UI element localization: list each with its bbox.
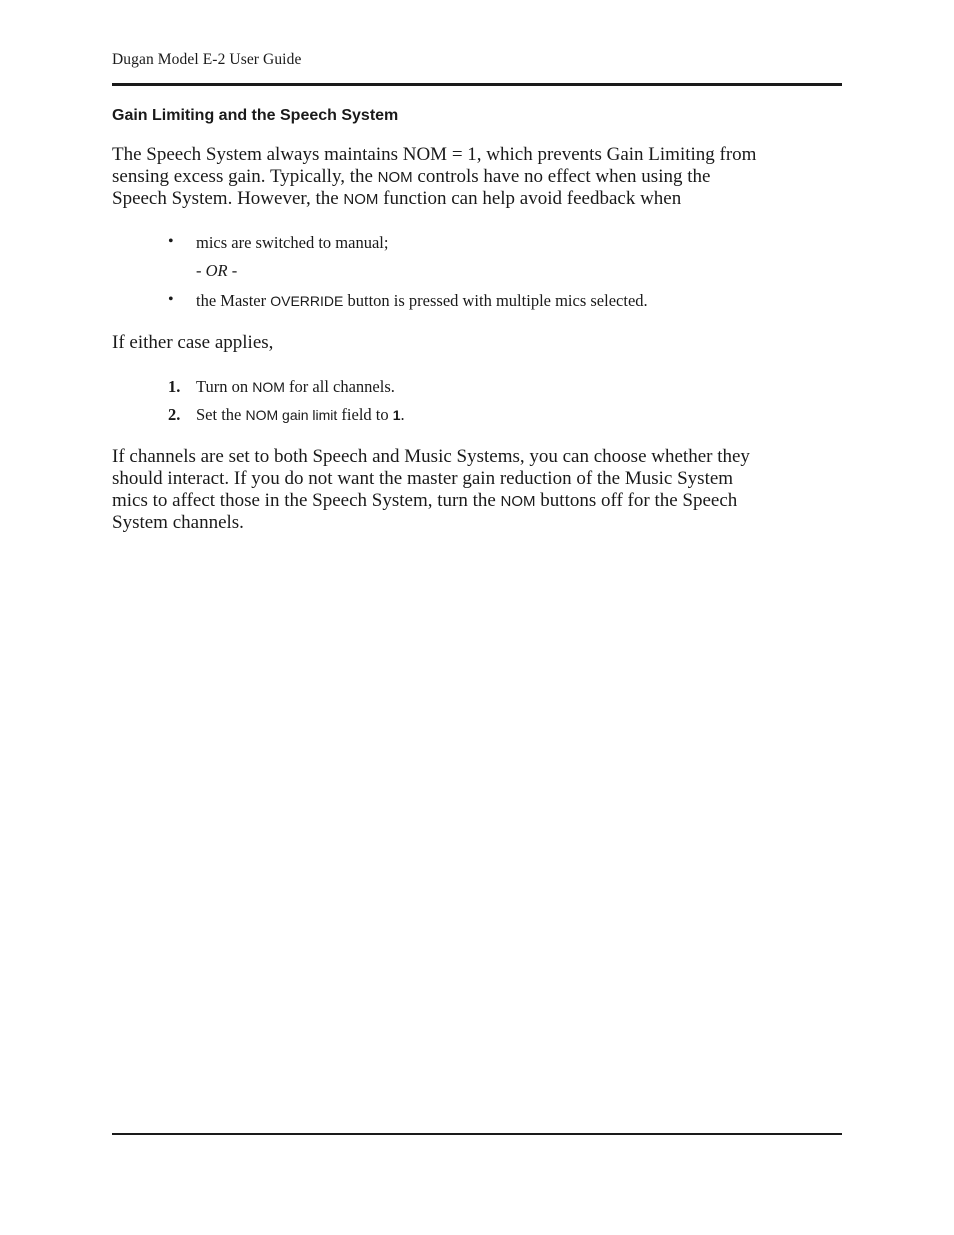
- step-2: [196, 405, 405, 425]
- or-text: OR: [205, 261, 228, 280]
- footer-rule: [112, 1133, 842, 1135]
- closing-line-3: [112, 491, 737, 512]
- bullet-item-2-text-end: button is pressed with multiple mics selected.: [343, 291, 648, 310]
- nom-term: NOM: [377, 169, 413, 186]
- step-1-text: Turn on: [196, 377, 253, 396]
- intro-line-2-text-end: controls have no effect when using the: [412, 166, 711, 187]
- closing-line-3-text: mics to affect those in the Speech System, turn the: [112, 490, 501, 511]
- bullet-item-1: mics are switched to manual;: [196, 233, 389, 252]
- step-2-period: .: [400, 405, 405, 424]
- value-one: 1: [392, 407, 401, 423]
- closing-line-4: System channels.: [112, 512, 244, 533]
- step-2-text-mid: field to: [337, 405, 393, 424]
- override-term: OVERRIDE: [270, 293, 344, 309]
- bullet-dot: •: [168, 291, 174, 308]
- intro-line-3-text: Speech System. However, the: [112, 188, 344, 209]
- or-dash: -: [196, 261, 206, 280]
- step-1: [196, 377, 395, 397]
- bullet-dot: •: [168, 233, 174, 250]
- section-heading: Gain Limiting and the Speech System: [112, 107, 399, 124]
- nom-term: NOM: [252, 379, 285, 395]
- nom-gain-limit-term: NOM gain limit: [245, 407, 338, 423]
- step-number: 2.: [168, 405, 181, 424]
- intro-line-3: [112, 189, 681, 210]
- intro-line-1: The Speech System always maintains NOM = 1, which prevents Gain Limiting from: [112, 144, 757, 165]
- bullet-item-2-text: the Master: [196, 291, 271, 310]
- step-1-text-end: for all channels.: [284, 377, 395, 396]
- either-case-text: If either case applies,: [112, 332, 274, 353]
- or-dash: -: [227, 261, 238, 280]
- closing-line-3-text-end: buttons off for the Speech: [535, 490, 738, 511]
- header-rule: [112, 83, 842, 86]
- intro-line-3-text-end: function can help avoid feedback when: [378, 188, 682, 209]
- step-number: 1.: [168, 377, 181, 396]
- nom-term: NOM: [343, 191, 379, 208]
- step-2-text: Set the: [196, 405, 246, 424]
- running-header: Dugan Model E-2 User Guide: [112, 51, 302, 68]
- bullet-item-2: [196, 291, 648, 311]
- closing-line-2: should interact. If you do not want the master gain reduction of the Music System: [112, 468, 734, 489]
- intro-line-2: [112, 167, 710, 188]
- nom-term: NOM: [500, 493, 536, 510]
- closing-line-1: If channels are set to both Speech and Music Systems, you can choose whether they: [112, 446, 750, 467]
- or-separator: [196, 261, 237, 281]
- intro-line-2-text: sensing excess gain. Typically, the: [112, 166, 378, 187]
